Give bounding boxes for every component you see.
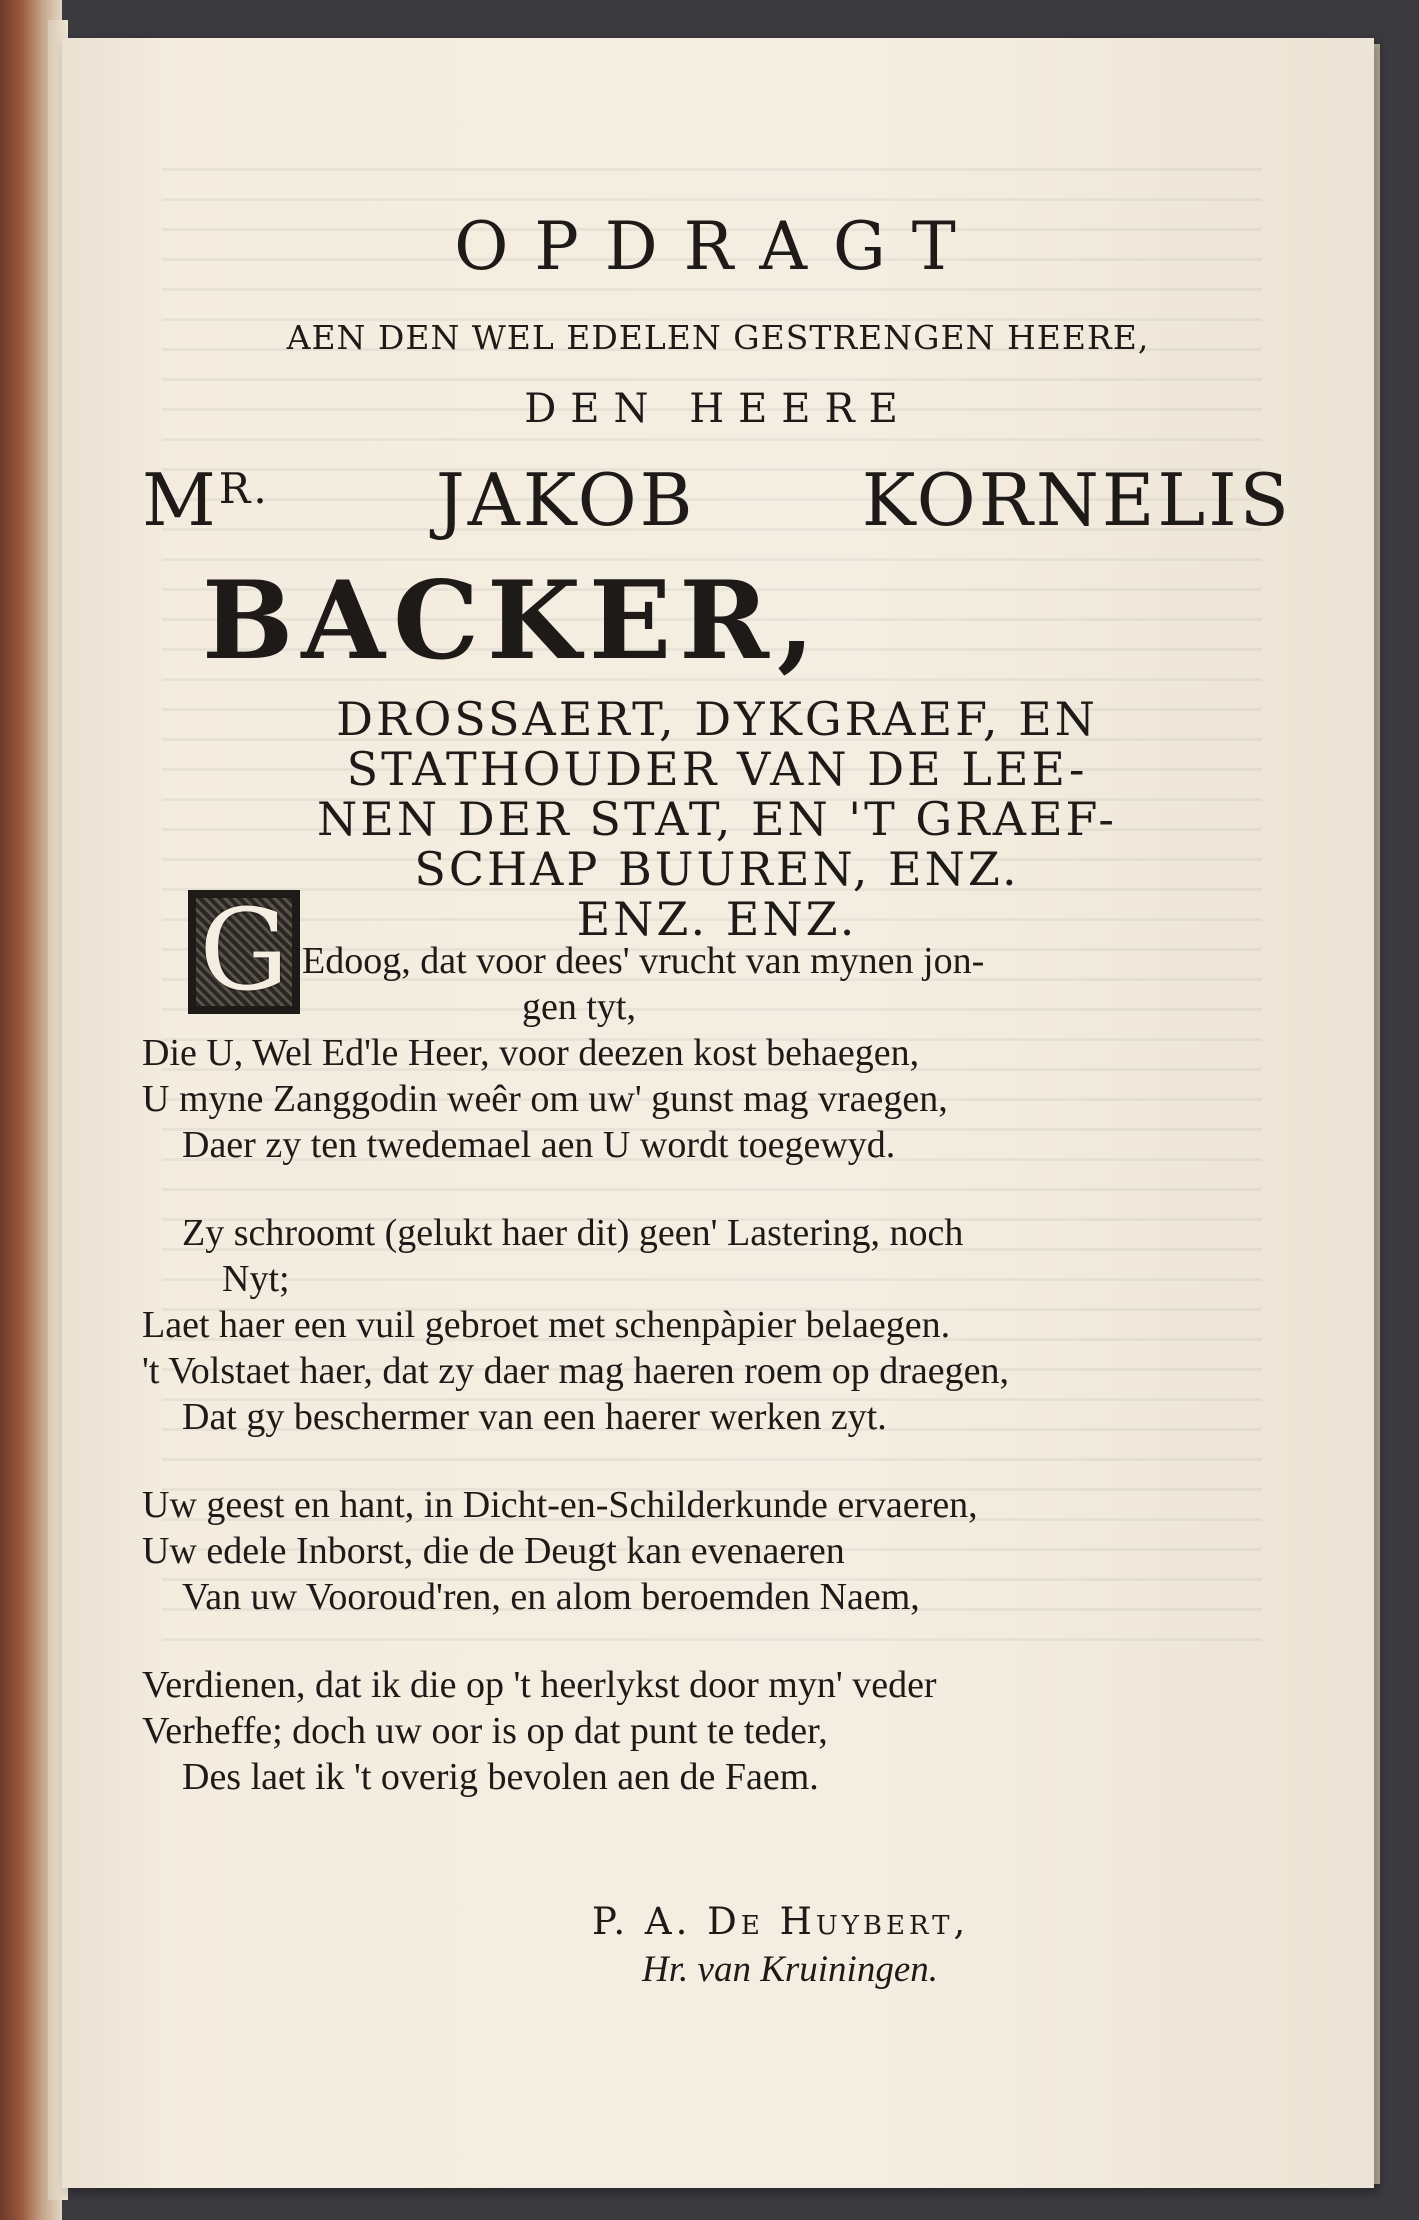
titles-line: DROSSAERT, DYKGRAEF, EN xyxy=(336,692,1098,746)
poem-line: Verheffe; doch uw oor is op dat punt te teder, xyxy=(142,1710,828,1752)
poem-line: Daer zy ten twedemael aen U wordt toegewyd. xyxy=(182,1124,896,1166)
initial-letter: G xyxy=(199,886,289,1016)
poem-line: Laet haer een vuil gebroet met schenpàpier belaegen. xyxy=(142,1304,951,1346)
poem-line: Dat gy beschermer van een haerer werken zyt. xyxy=(182,1396,887,1438)
poem-line: Uw edele Inborst, die de Deugt kan evenaeren xyxy=(142,1530,845,1572)
poem-line: Van uw Vooroud'ren, en alom beroemden Naem, xyxy=(182,1576,920,1618)
dedicatee-name xyxy=(142,458,1292,542)
poem-line: Die U, Wel Ed'le Heer, voor deezen kost behaegen, xyxy=(142,1032,920,1074)
poem-line: 't Volstaet haer, dat zy daer mag haeren roem op draegen, xyxy=(142,1350,1010,1392)
poem-line: Uw geest en hant, in Dicht-en-Schilderkunde ervaeren, xyxy=(142,1484,978,1526)
poem-line: Des laet ik 't overig bevolen aen de Faem. xyxy=(182,1756,819,1798)
titles-line: NEN DER STAT, EN 'T GRAEF- xyxy=(317,792,1117,846)
page-title: OPDRAGT xyxy=(454,208,982,285)
poem-line: Edoog, dat voor dees' vrucht van mynen jon- xyxy=(302,940,985,982)
name-text: JAKOB KORNELIS xyxy=(269,458,1292,542)
poem-line: U myne Zanggodin weêr om uw' gunst mag vraegen, xyxy=(142,1078,948,1120)
dedication-line: AEN DEN WEL EDELEN GESTRENGEN HEERE, xyxy=(286,318,1150,357)
poem-line: gen tyt, xyxy=(522,986,636,1028)
poem xyxy=(142,938,1009,1800)
titles-line: ENZ. ENZ. xyxy=(576,892,858,946)
poem-line: Verdienen, dat ik die op 't heerlykst door myn' veder xyxy=(142,1664,937,1706)
signature-title: Hr. van Kruiningen. xyxy=(642,1949,938,1990)
titles-line: SCHAP BUUREN, ENZ. xyxy=(414,842,1020,896)
dedicatee-surname: BACKER, xyxy=(202,558,823,684)
name-prefix-superscript: R. xyxy=(218,464,270,513)
dedicatee-titles xyxy=(122,694,1312,944)
name-prefix: M xyxy=(142,458,219,542)
poem-line: Nyt; xyxy=(222,1258,290,1300)
book-page xyxy=(62,38,1374,2188)
den-heere-line: DEN HEERE xyxy=(524,386,912,432)
titles-line: STATHOUDER VAN DE LEE- xyxy=(346,742,1088,796)
signature-name: P. A. De Huybert, xyxy=(592,1900,970,1943)
poem-line: Zy schroomt (gelukt haer dit) geen' Lastering, noch xyxy=(182,1212,964,1254)
